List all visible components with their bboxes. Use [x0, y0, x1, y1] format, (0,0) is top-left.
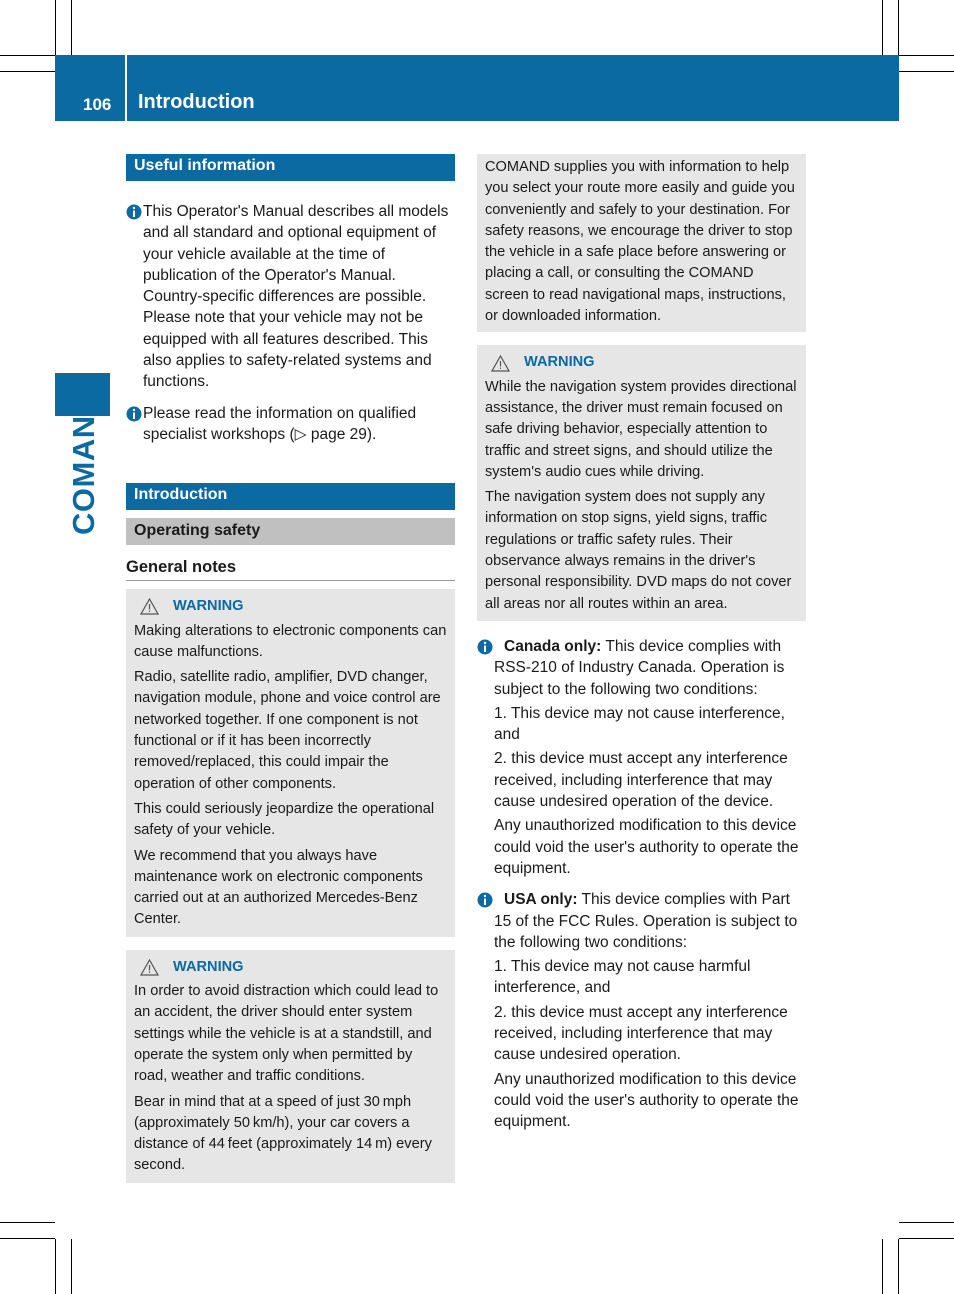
- right-column: [477, 154, 806, 1132]
- warning-box: [126, 950, 455, 1183]
- info-icon: [477, 892, 493, 908]
- info-icon: [126, 204, 142, 220]
- warning-text: Radio, satellite radio, amplifier, DVD changer, navigation module, phone and voice control are networked together. If one component is not functional or if it has been incorrectly removed/replaced, this could impair the operation of other components.: [134, 669, 441, 792]
- page-number: 106: [83, 95, 112, 114]
- condition-note: Any unauthorized modification to this device could void the user's authority to operate the equipment.: [494, 817, 799, 877]
- crop-mark: [898, 0, 899, 55]
- condition-item: 2. this device must accept any interference received, including interference that may cause undesired operation of the device.: [494, 750, 788, 811]
- warning-label: WARNING: [173, 598, 244, 615]
- crop-mark: [71, 0, 72, 55]
- warning-triangle-icon: [140, 959, 159, 976]
- general-notes-heading: General notes: [126, 558, 455, 581]
- warning-label: WARNING: [173, 958, 244, 975]
- section-tab-label: COMAND: [66, 392, 101, 535]
- info-icon: [477, 639, 493, 655]
- crop-mark: [882, 0, 883, 55]
- crop-mark: [899, 1238, 954, 1239]
- warning-header: [134, 596, 447, 617]
- warning-triangle-icon: [491, 355, 510, 372]
- crop-mark: [55, 1239, 56, 1294]
- crop-mark: [899, 71, 954, 72]
- warning-box: [126, 589, 455, 936]
- usa-label: USA only:: [504, 891, 578, 909]
- intro-text-box: [477, 154, 806, 332]
- header-divider: [125, 55, 127, 121]
- warning-label: WARNING: [524, 354, 595, 371]
- canada-info-note: [477, 636, 806, 700]
- crop-mark: [899, 1222, 954, 1223]
- warning-text: This could seriously jeopardize the operational safety of your vehicle.: [134, 800, 435, 839]
- introduction-heading: Introduction: [126, 483, 455, 510]
- crop-mark: [0, 1238, 55, 1239]
- operating-safety-heading: Operating safety: [126, 518, 455, 545]
- warning-box: [477, 345, 806, 621]
- crop-mark: [0, 1222, 55, 1223]
- condition-item: 1. This device may not cause harmful interference, and: [494, 958, 751, 997]
- crop-mark: [0, 55, 55, 56]
- crop-mark: [55, 0, 56, 55]
- warning-text: Bear in mind that at a speed of just 30 mph (approximately 50 km/h), your car covers a distance of 44 feet (approximately 14 m) every second.: [134, 1093, 432, 1174]
- crop-mark: [899, 55, 954, 56]
- condition-item: 2. this device must accept any interference received, including interference that may cause undesired operation.: [494, 1003, 788, 1064]
- usa-text: This device complies with Part 15 of the FCC Rules. Operation is subject to the following two conditions:: [494, 891, 798, 951]
- condition-item: 1. This device may not cause interference, and: [494, 704, 785, 744]
- condition-note: Any unauthorized modification to this device could void the user's authority to operate the equipment.: [494, 1070, 799, 1131]
- warning-text: The navigation system does not supply any information on stop signs, yield signs, traffic regulations or traffic safety rules. Their observance always remains in the driver's personal responsibility. DVD maps do not cover all areas nor all routes within an area.: [485, 489, 792, 612]
- warning-text: In order to avoid distraction which could lead to an accident, the driver should enter system settings while the vehicle is at a standstill, and operate the system only when permitted by road, weather and traffic conditions.: [134, 983, 439, 1085]
- intro-text: COMAND supplies you with information to help you select your route more easily and guide you conveniently and safely to your destination. For safety reasons, we encourage the driver to stop the vehicle in a safe place before answering or placing a call, or consulting the COMAND screen to read navigational maps, instructions, or downloaded information.: [485, 159, 795, 325]
- info-text: Please read the information on qualified specialist workshops (▷ page 29).: [143, 404, 417, 443]
- page-title: Introduction: [138, 91, 255, 113]
- crop-mark: [71, 1239, 72, 1294]
- warning-text: We recommend that you always have maintenance work on electronic components carried out at an authorized Mercedes-Benz Center.: [134, 847, 423, 928]
- canada-text: This device complies with RSS-210 of Industry Canada. Operation is subject to the following two conditions:: [494, 637, 785, 698]
- canada-label: Canada only:: [504, 637, 602, 655]
- left-column: [126, 154, 455, 1183]
- info-note: [126, 403, 455, 446]
- info-text: This Operator's Manual describes all models and all standard and optional equipment of your vehicle available at the time of publication of the Operator's Manual. Country-specific differences are possible. Please note that your vehicle may not be equipped with all features described. This also applies to safety-related systems and functions.: [143, 203, 449, 391]
- crop-mark: [0, 71, 55, 72]
- info-icon: [126, 406, 142, 422]
- useful-information-heading: Useful information: [126, 154, 455, 181]
- warning-triangle-icon: [140, 598, 159, 615]
- warning-text: While the navigation system provides directional assistance, the driver must remain focused on safe driving behavior, especially attention to traffic and street signs, and should utilize the system's audio cues while driving.: [485, 378, 797, 480]
- crop-mark: [898, 1239, 899, 1294]
- crop-mark: [882, 1239, 883, 1294]
- warning-header: [134, 957, 447, 978]
- warning-header: [485, 352, 798, 373]
- warning-text: Making alterations to electronic components can cause malfunctions.: [134, 622, 447, 660]
- usa-info-note: [477, 889, 806, 953]
- info-note: [126, 201, 455, 393]
